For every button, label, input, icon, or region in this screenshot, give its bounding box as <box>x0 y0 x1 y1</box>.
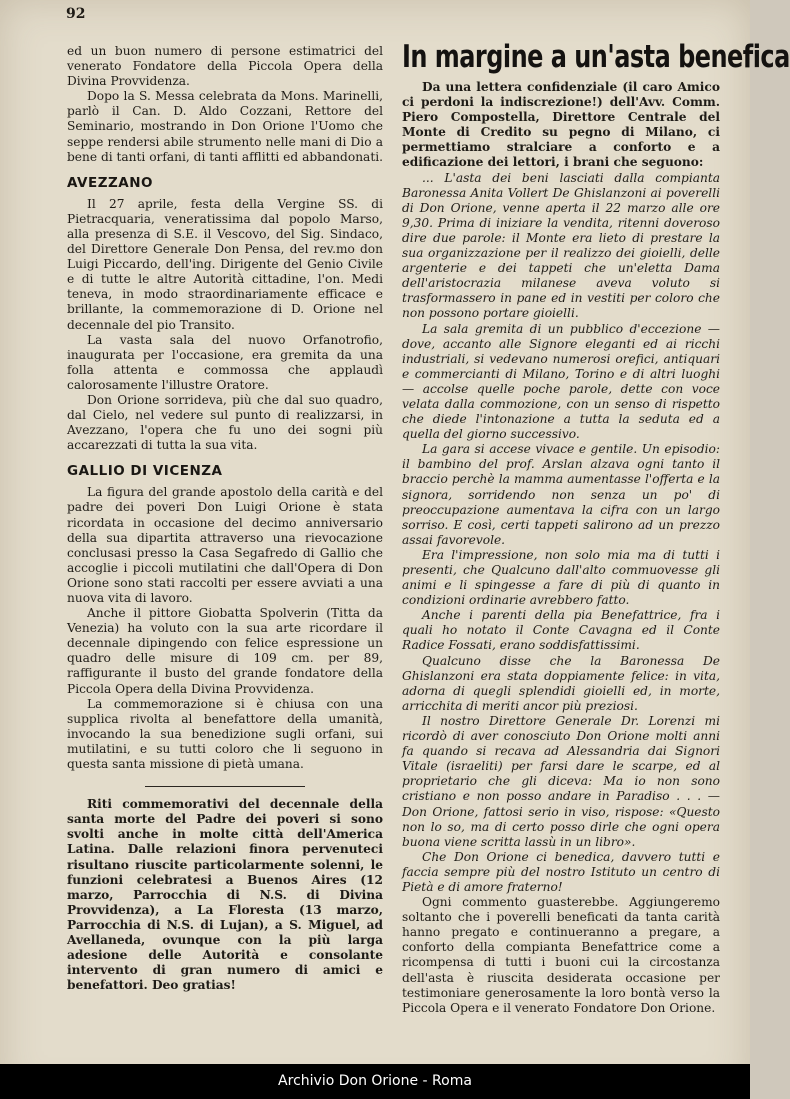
avezzano-paragraph: Il 27 aprile, festa della Vergine SS. di Pietracquaria, veneratissima dal popolo Marso, alla presenza di S.E. il Vescovo, del Sig. Sindaco, del Direttore Generale Don Pensa, del rev.mo don Luigi Piccardo, dell'ing. Dirigente del Genio Civile e di tutte le altre Autorità cittadine, l'on. Medi teneva, in modo straordinariamente efficace e brillante, la commemorazione di D. Orione nel decennale del pio Transito. <box>67 196 383 332</box>
right-column <box>402 39 790 1016</box>
gallio-paragraph: Anche il pittore Giobatta Spolverin (Titta da Venezia) ha voluto con la sua arte ricordare il decennale dipingendo con felice espressione un quadro delle misure di 109 cm. per 89, raffigurante il busto del grande fondatore della Piccola Opera della Divina Provvidenza. <box>67 606 383 696</box>
letter-paragraph: Qualcuno disse che la Baronessa De Ghislanzoni era stata doppiamente felice: in vita, adorna di quegli splendidi gioielli ed, in morte, arricchita di meriti ancor più preziosi. <box>402 653 720 713</box>
gallio-paragraph: La commemorazione si è chiusa con una supplica rivolta al benefattore della umanità, invocando la sua benedizione sugli orfani, sui mutilatini, e su tutti coloro che li seguono in questa santa missione di pietà umana. <box>67 696 383 772</box>
letter-paragraph: ... L'asta dei beni lasciati dalla compianta Baronessa Anita Vollert De Ghislanzoni ai poverelli di Don Orione, venne aperta il 22 marzo alle ore 9,30. Prima di iniziare la vendita, ritenni doveroso dire due parole: il Monte era lieto di prestare la sua organizzazione per il realizzo dei gioielli, delle argenterie e dei tappeti che un'eletta Dama dell'aristocrazia milanese aveva voluto si trasformassero in pane ed in vestiti per coloro che non possono portare gioielli. <box>402 170 720 321</box>
opening-paragraph: ed un buon numero di persone estimatrici del venerato Fondatore della Piccola Opera della Divina Provvidenza. <box>67 44 383 89</box>
avezzano-paragraph: La vasta sala del nuovo Orfanotrofio, inaugurata per l'occasione, era gremita da una folla attenta e commossa che applaudì calorosamente l'illustre Oratore. <box>67 332 383 392</box>
left-column <box>67 44 383 993</box>
closing-paragraph: Ogni commento guasterebbe. Aggiungeremo soltanto che i poverelli beneficati da tanta carità hanno pregato e continueranno a pregare, a conforto della compianta Benefattrice come a ricompensa di tutti i buoni cui la circostanza dell'asta è riuscita desiderata occasione per testimoniare generosamente la loro bontà verso la Piccola Opera e il venerato Fondatore Don Orione. <box>402 895 720 1015</box>
page-number: 92 <box>66 6 86 22</box>
letter-paragraph: Era l'impressione, non solo mia ma di tutti i presenti, che Qualcuno dall'alto commuovesse gli animi e li spingesse a fare di più di quanto in condizioni ordinarie avrebbero fatto. <box>402 547 720 608</box>
article-intro: Da una lettera confidenziale (il caro Amico ci perdoni la indiscrezione!) dell'Avv. Comm. Piero Compostella, Direttore Centrale del Monte di Credito su pegno di Milano, ci permettiamo stralciare a conforto e a edificazione dei lettori, i brani che seguono: <box>402 80 720 170</box>
latin-america-notice <box>67 797 383 993</box>
section-heading-avezzano: AVEZZANO <box>67 174 154 191</box>
paragraph-seminary: Dopo la S. Messa celebrata da Mons. Marinelli, parlò il Can. D. Aldo Cozzani, Rettore del Seminario, mostrando in Don Orione l'Uomo che seppe rendersi abile strumento nelle mani di Dio a bene di tanti orfani, di tanti afflitti ed abbandonati. <box>67 89 383 164</box>
avezzano-paragraph: Don Orione sorrideva, più che dal suo quadro, dal Cielo, nel vedere sul punto di realizzarsi, in Avezzano, l'opera che fu uno dei sogni più accarezzati di tutta la sua vita. <box>67 392 383 453</box>
archive-footer: Archivio Don Orione - Roma <box>0 1064 750 1099</box>
gallio-paragraph: La figura del grande apostolo della carità e del padre dei poveri Don Luigi Orione è stata ricordata in occasione del decimo anniversario della sua dipartita attraverso una rievocazione conclusasi presso la Casa Segafredo di Gallio che accoglie i piccoli mutilatini che dall'Opera di Don Orione sono stati raccolti per essere avviati a una nuova vita di lavoro. <box>67 485 383 605</box>
article-title: In margine a un'asta benefica <box>402 39 790 75</box>
bold-notice-text: Riti commemorativi del decennale della santa morte del Padre dei poveri si sono svolti anche in molte città dell'America Latina. Dalle relazioni finora pervenuteci risultano riuscite particolarmente solenni, le funzioni celebratesi a Buenos Aires (12 marzo, Parrocchia di N.S. di Divina Provvidenza), a La Floresta (13 marzo, Parrocchia di N.S. di Lujan), a S. Miguel, ad Avellaneda, ovunque con la più larga adesione delle Autorità e consolante intervento di gran numero di amici e benefattori. Deo gratias! <box>67 797 383 993</box>
letter-paragraph: Anche i parenti della pia Benefattrice, fra i quali ho notato il Conte Cavagna ed il Conte Radice Fossati, erano soddisfattissimi. <box>402 608 720 653</box>
letter-paragraph: Che Don Orione ci benedica, davvero tutti e faccia sempre più del nostro Istituto un centro di Pietà e di amore fraterno! <box>402 849 720 894</box>
letter-paragraph: La sala gremita di un pubblico d'eccezione — dove, accanto alle Signore eleganti ed ai ricchi industriali, si vedevano numerosi orefici, antiquari e commercianti di Milano, Torino e di altri luoghi — accolse quelle poche parole, dette con voce velata dalla commozione, con un senso di rispetto che diede l'intonazione a tutta la seduta ed a quella del giorno successivo. <box>402 321 720 442</box>
letter-paragraph: La gara si accese vivace e gentile. Un episodio: il bambino del prof. Arslan alzava ogni tanto il braccio perchè la mamma aumentasse l'offerta e la signora, sorridendo non senza un po' di preoccupazione aumentava la cifra con un largo sorriso. E così, certi tappeti salirono ad un prezzo assai favorevole. <box>402 442 720 547</box>
letter-paragraph: Il nostro Direttore Generale Dr. Lorenzi mi ricordò di aver conosciuto Don Orione molti anni fa quando si recava ad Alessandria dai Signori Vitale (israeliti) per farsi dare le scarpe, ed al proprietario che gli diceva: Ma io non sono cristiano e non posso andare in Paradiso . . . — Don Orione, fattosi serio in viso, rispose: «Questo non lo so, ma di certo posso dirle che ogni opera buona viene scritta lassù in un libro». <box>402 713 720 849</box>
section-divider <box>145 786 305 787</box>
section-heading-gallio: GALLIO DI VICENZA <box>67 463 223 480</box>
